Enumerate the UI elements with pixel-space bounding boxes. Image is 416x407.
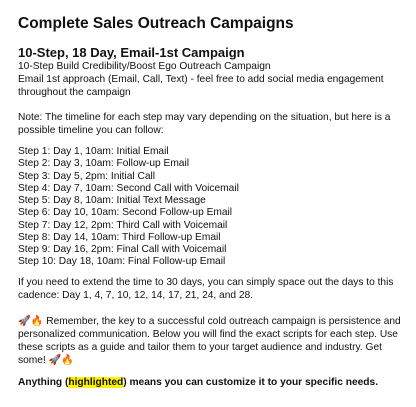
- step-item: Step 10: Day 18, 10am: Final Follow-up Email: [18, 256, 226, 268]
- rocket-fire-icon: 🚀🔥: [18, 316, 44, 327]
- step-item: Step 5: Day 8, 10am: Initial Text Message: [18, 195, 206, 206]
- note-line-2: possible timeline you can follow:: [18, 125, 164, 136]
- step-item: Step 7: Day 12, 2pm: Third Call with Voicemail: [18, 219, 228, 231]
- step-item: Step 9: Day 16, 2pm: Final Call with Voicemail: [18, 244, 227, 255]
- step-item: Step 6: Day 10, 10am: Second Follow-up Email: [18, 207, 233, 219]
- extend-line-1: If you need to extend the time to 30 days, you can simply space out the days to this: [18, 277, 394, 288]
- remember-text-1: Remember, the key to a successful cold outreach campaign is persistence and: [43, 316, 401, 327]
- step-item: Step 8: Day 14, 10am: Third Follow-up Email: [18, 231, 221, 243]
- remember-line-1: [18, 315, 401, 328]
- step-item: Step 3: Day 5, 2pm: Initial Call: [18, 170, 156, 182]
- remember-line-3: these scripts as a guide and tailor them to your target audience and industry. Get: [18, 342, 382, 353]
- extend-line-2: cadence: Day 1, 4, 7, 10, 12, 14, 17, 21, 24, and 28.: [18, 290, 254, 301]
- remember-line-4: [18, 354, 74, 367]
- customize-after: ) means you can customize it to your specific needs.: [123, 377, 379, 388]
- approach-line-1: Email 1st approach (Email, Call, Text) - feel free to add social media engagement: [18, 74, 384, 85]
- customize-before: Anything (: [18, 377, 69, 388]
- remember-text-4: some!: [18, 355, 49, 366]
- step-item: Step 2: Day 3, 10am: Follow-up Email: [18, 158, 189, 170]
- campaign-subtitle: 10-Step Build Credibility/Boost Ego Outreach Campaign: [18, 61, 271, 72]
- remember-line-2: personalized communication. Below you will find the exact scripts for each step. Use: [18, 329, 398, 340]
- customize-note: [18, 376, 378, 389]
- note-line-1: Note: The timeline for each step may vary depending on the situation, but here is a: [18, 112, 391, 123]
- highlighted-word: highlighted: [68, 377, 124, 388]
- steps-list: [18, 146, 239, 269]
- rocket-fire-icon: 🚀🔥: [48, 355, 74, 366]
- approach-line-2: throughout the campaign: [18, 87, 131, 98]
- page-title: Complete Sales Outreach Campaigns: [18, 15, 294, 32]
- campaign-heading: 10-Step, 18 Day, Email-1st Campaign: [18, 45, 245, 60]
- step-item: Step 4: Day 7, 10am: Second Call with Voicemail: [18, 182, 239, 194]
- step-item: Step 1: Day 1, 10am: Initial Email: [18, 146, 169, 157]
